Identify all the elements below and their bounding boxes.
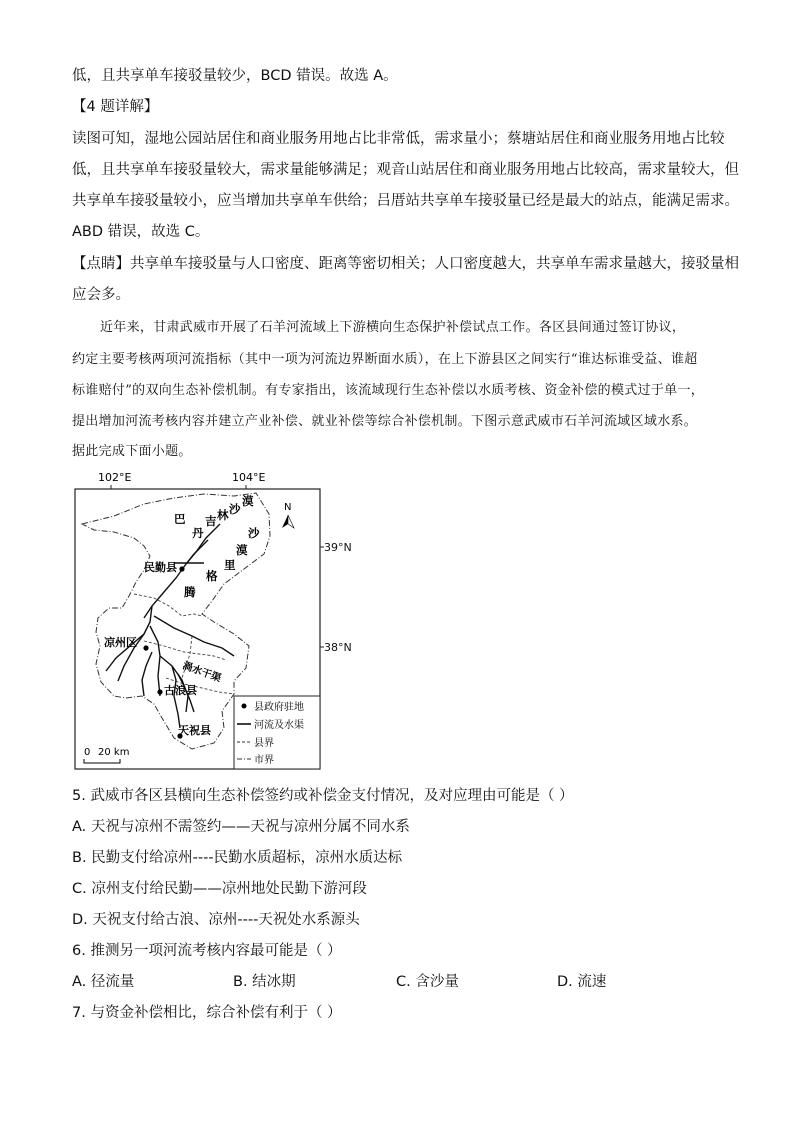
question-5-option-c[interactable]: C. 凉州支付给民勤——凉州地处民勤下游河段 — [72, 881, 367, 897]
answer-text-line: 读图可知，湿地公园站居住和商业服务用地占比非常低，需求量小；蔡塘站居住和商业服务用地占比较 — [72, 131, 725, 147]
question-7-stem: 7. 与资金补偿相比，综合补偿有利于（ ） — [72, 1005, 342, 1021]
lon-label-102: 102°E — [98, 471, 132, 484]
desert-badan-char: 林 — [217, 508, 229, 522]
shiyang-river-map — [74, 466, 324, 772]
question-6-option-b[interactable]: B. 结冰期 — [233, 974, 296, 990]
answer-text-line: ABD 错误，故选 C。 — [72, 224, 210, 240]
question-6-option-d[interactable]: D. 流速 — [557, 974, 607, 990]
section-heading: 【4 题详解】 — [72, 99, 159, 115]
legend-label: 县政府驻地 — [254, 702, 304, 713]
county-seat-gulang — [157, 689, 162, 694]
county-seat-liangzhou — [143, 645, 148, 650]
north-label: N — [284, 502, 292, 513]
tip-text-line: 【点睛】共享单车接驳量与人口密度、距离等密切相关；人口密度越大，共享单车需求量越大，接驳量相 — [72, 256, 739, 272]
passage-line: 提出增加河流考核内容并建立产业补偿、就业补偿等综合补偿机制。下图示意武威市石羊河流域区域水系。 — [72, 414, 698, 429]
legend-label: 河流及水渠 — [254, 720, 304, 731]
lat-label-39: 39°N — [324, 541, 352, 554]
desert-tengger-char: 漠 — [236, 543, 248, 557]
desert-tengger-char: 格 — [206, 569, 218, 583]
question-6-option-a[interactable]: A. 径流量 — [72, 974, 135, 990]
question-5-option-b[interactable]: B. 民勤支付给凉州----民勤水质超标，凉州水质达标 — [72, 850, 403, 866]
lat-label-38: 38°N — [324, 641, 352, 654]
north-arrow-icon — [288, 515, 294, 528]
question-5-option-d[interactable]: D. 天祝支付给古浪、凉州----天祝处水系源头 — [72, 912, 360, 928]
river-west-3 — [150, 626, 160, 696]
label-canal: 渦水干渠 — [180, 660, 223, 685]
county-boundary — [144, 641, 226, 660]
passage-line: 约定主要考核两项河流指标（其中一项为河流边界断面水质），在上下游县区之间实行“谁达标谁受益、谁超 — [72, 352, 698, 367]
passage-line: 据此完成下面小题。 — [72, 444, 192, 459]
passage-line: 近年来，甘肃武威市开展了石羊河流域上下游横向生态保护补偿试点工作。各区县间通过签订协议， — [100, 320, 686, 335]
lon-label-104: 104°E — [232, 471, 266, 484]
desert-badan-char: 丹 — [192, 526, 204, 540]
desert-badan-char: 沙 — [229, 502, 241, 516]
river-branch — [186, 540, 208, 564]
label-liangzhou: 凉州区 — [104, 636, 137, 649]
scale-bar — [84, 759, 120, 763]
scale-label-zero: 0 — [84, 747, 91, 758]
question-6-stem: 6. 推测另一项河流考核内容最可能是（ ） — [72, 943, 342, 959]
legend-label: 县界 — [254, 738, 274, 749]
scale-label-km: 20 km — [98, 747, 130, 758]
label-minqin: 民勤县 — [144, 561, 177, 574]
north-arrow-icon — [282, 515, 288, 528]
desert-badan-char: 巴 — [174, 512, 186, 526]
answer-text-line: 低，且共享单车接驳量较大，需求量能够满足；观音山站居住和商业服务用地占比较高，需求量较大，但 — [72, 162, 739, 178]
desert-tengger-char: 里 — [224, 558, 236, 572]
legend-seat-icon — [242, 704, 247, 709]
answer-text-line: 共享单车接驳量较小，应当增加共享单车供给；吕厝站共享单车接驳量已经是最大的站点，能满足需求。 — [72, 193, 739, 209]
desert-badan-char: 吉 — [205, 514, 217, 528]
label-gulang: 古浪县 — [164, 684, 197, 697]
canal-ganqu — [154, 616, 234, 656]
tip-text-line: 应会多。 — [72, 287, 130, 303]
desert-badan-char: 漠 — [242, 494, 254, 508]
river-west-4 — [142, 652, 152, 696]
desert-tengger-char: 沙 — [248, 526, 260, 540]
label-tianzhu: 天祝县 — [178, 724, 211, 737]
question-5-option-a[interactable]: A. 天祝与凉州不需签约——天祝与凉州分属不同水系 — [72, 819, 410, 835]
rivers — [106, 524, 234, 728]
question-6-option-c[interactable]: C. 含沙量 — [396, 974, 459, 990]
question-5-stem: 5. 武威市各区县横向生态补偿签约或补偿金支付情况，及对应理由可能是（ ） — [72, 788, 574, 804]
desert-tengger-char: 腾 — [184, 585, 196, 599]
county-seat-minqin — [179, 566, 184, 571]
passage-line: 标谁赔付”的双向生态补偿机制。有专家指出，该流域现行生态补偿以水质考核、资金补偿的模式过于单一， — [72, 383, 705, 398]
legend-label: 市界 — [254, 755, 274, 766]
answer-text-line: 低，且共享单车接驳量较少，BCD 错误。故选 A。 — [72, 68, 398, 84]
